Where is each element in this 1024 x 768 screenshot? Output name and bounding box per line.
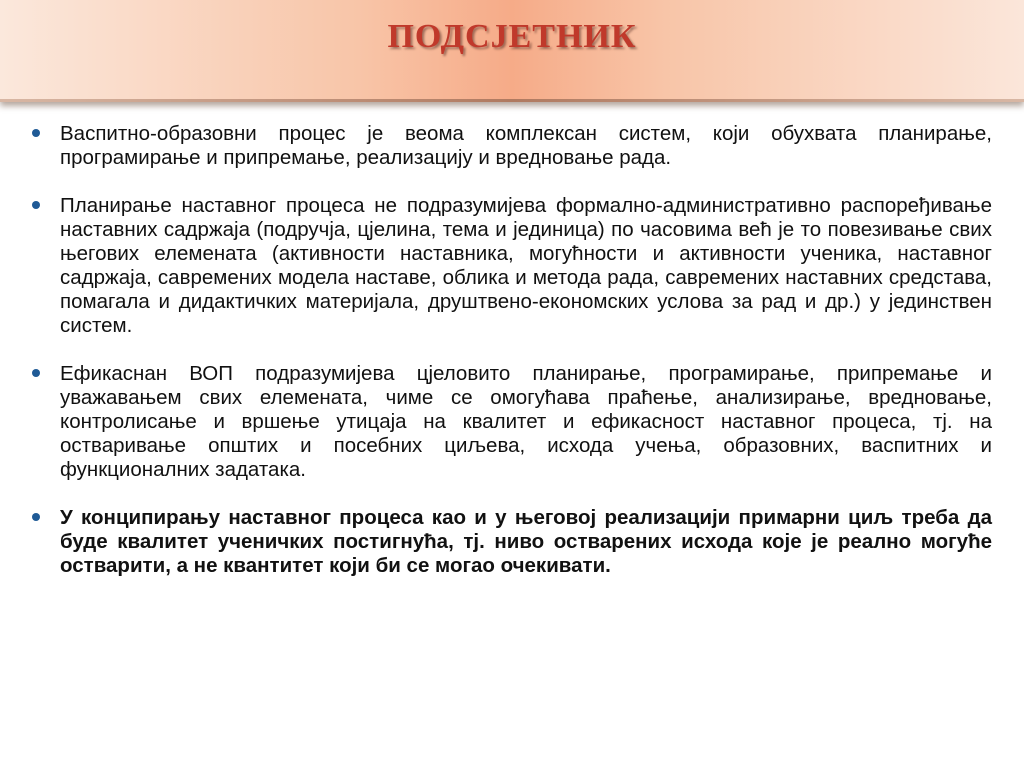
list-item (30, 122, 992, 170)
bullet-text: Васпитно-образовни процес је веома комплексан систем, који обухвата планирање, програмирање и припремање, реализацију и вредновање рада. (60, 122, 992, 169)
bullet-list (30, 122, 992, 602)
list-item (30, 362, 992, 482)
list-item (30, 194, 992, 338)
bullet-dot-icon (32, 369, 40, 377)
bullet-text: Ефикаснан ВОП подразумијева цјеловито планирање, програмирање, припремање и уважавањем свих елемената, чиме се омогућава праћење, анализирање, вредновање, контролисање и вршење утицаја на квалитет и ефикасност наставног процеса, тј. на остваривање општих и посебних циљева, исхода учења, образовних, васпитних и функционалних задатака. (60, 362, 992, 481)
bullet-dot-icon (32, 513, 40, 521)
bullet-text-emphasis: У конципирању наставног процеса као и у његовој реализацији примарни циљ треба да буде квалитет ученичких постигнућа, тј. ниво остварених исхода које је реално могуће остварити, а не квантитет који би се могао очекивати. (60, 506, 992, 577)
list-item (30, 506, 992, 578)
bullet-text: Планирање наставног процеса не подразумијева формално-административно распоређивање наставних садржаја (подручја, цјелина, тема и јединица) по часовима већ је то повезивање свих његових елемената (активности наставника, могућности и активности ученика, наставног садржаја, савремених модела наставе, облика и метода рада, савремених наставних средстава, помагала и дидактичких материјала, друштвено-економских услова за рад и др.) у јединствен систем. (60, 194, 992, 337)
slide-title: ПОДСЈЕТНИК (387, 18, 637, 55)
bullet-dot-icon (32, 201, 40, 209)
bullet-dot-icon (32, 129, 40, 137)
title-banner (0, 0, 1024, 102)
